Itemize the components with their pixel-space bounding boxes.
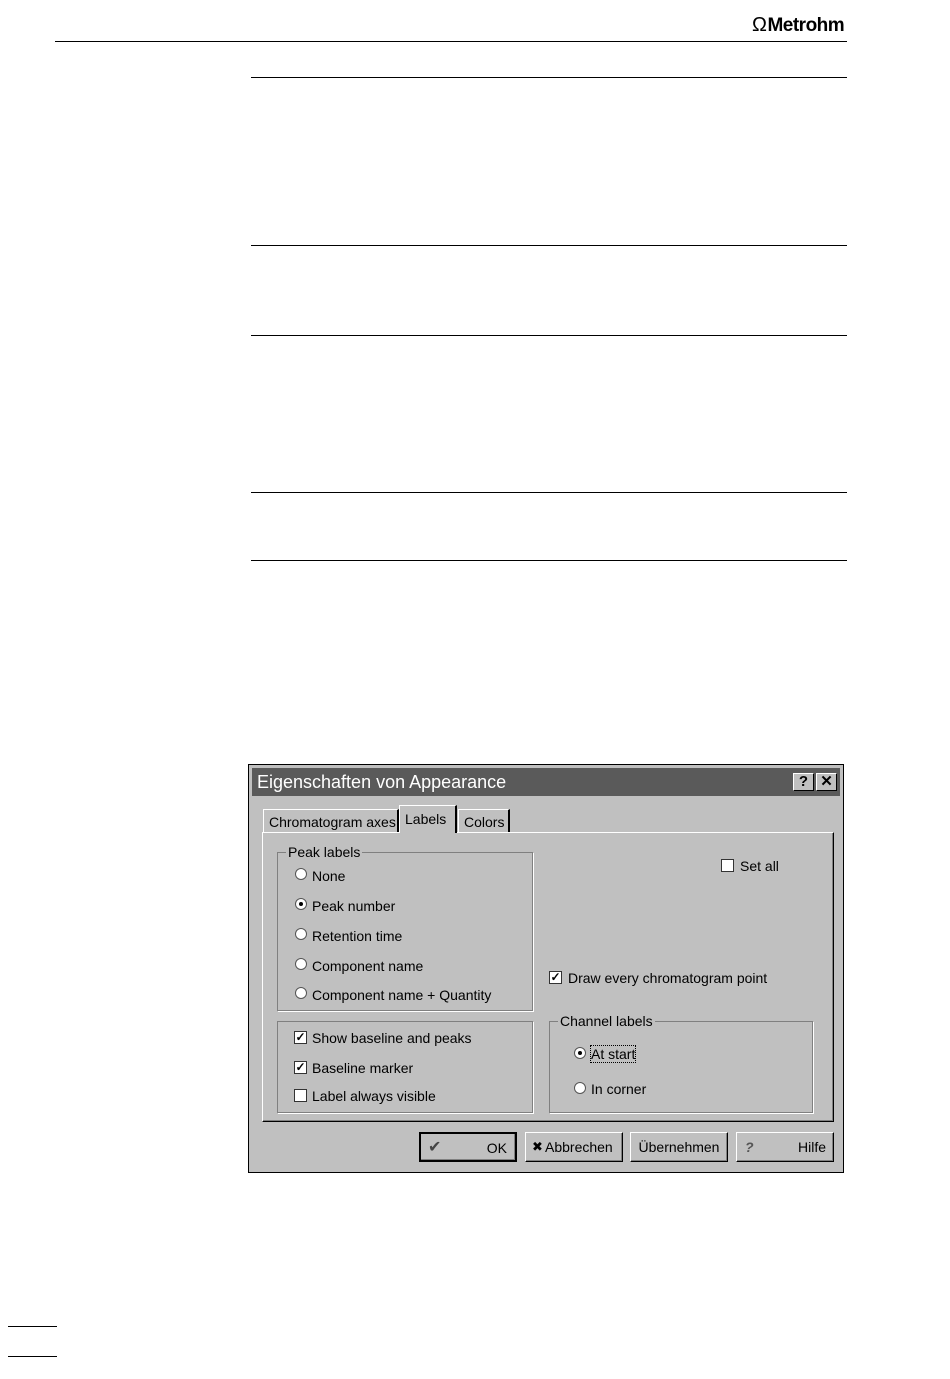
dialog-title: Eigenschaften von Appearance	[257, 772, 507, 792]
radio-component-name-quantity[interactable]	[295, 987, 307, 999]
logo-text: Metrohm	[767, 15, 845, 36]
omega-icon: Ω	[752, 14, 767, 36]
header-rule	[55, 41, 847, 42]
help-label: Hilfe	[797, 1139, 826, 1155]
radio-at-start[interactable]	[574, 1047, 586, 1059]
label-none[interactable]: None	[312, 868, 346, 884]
channel-labels-title: Channel labels	[560, 1013, 653, 1029]
cancel-label: Abbrechen	[545, 1139, 613, 1155]
help-button[interactable]	[736, 1132, 834, 1162]
label-at-start[interactable]: At start	[591, 1046, 636, 1062]
cancel-x-icon: ✖	[532, 1139, 543, 1154]
checkbox-label-visible[interactable]	[294, 1089, 307, 1102]
peak-labels-group	[277, 844, 533, 1011]
label-set-all[interactable]: Set all	[740, 858, 779, 874]
peak-labels-title: Peak labels	[288, 844, 361, 860]
checkbox-draw-every-point[interactable]: ✓	[550, 970, 561, 984]
help-question-icon: ?	[745, 1139, 754, 1155]
divider-rule-2	[251, 245, 847, 246]
channel-labels-group	[549, 1013, 813, 1113]
display-options-group	[277, 1021, 533, 1113]
ok-check-icon: ✔	[428, 1139, 442, 1156]
checkbox-set-all[interactable]	[721, 859, 734, 872]
ok-button[interactable]	[419, 1132, 517, 1162]
checkbox-baseline-marker[interactable]: ✓	[295, 1060, 306, 1074]
cancel-button[interactable]	[525, 1132, 623, 1162]
tab-labels[interactable]: Labels	[399, 805, 457, 833]
label-in-corner[interactable]: In corner	[591, 1081, 647, 1097]
radio-none[interactable]	[295, 868, 307, 880]
label-retention-time[interactable]: Retention time	[312, 928, 403, 944]
apply-label: Übernehmen	[638, 1139, 720, 1155]
properties-dialog	[248, 764, 844, 1173]
footer-mark-2	[8, 1356, 57, 1357]
footer-mark-1	[8, 1326, 57, 1327]
label-component-name-quantity[interactable]: Component name + Quantity	[312, 987, 492, 1003]
label-label-visible[interactable]: Label always visible	[312, 1088, 436, 1104]
metrohm-logo	[752, 14, 844, 37]
label-peak-number[interactable]: Peak number	[312, 898, 396, 914]
help-title-button[interactable]: ?	[793, 773, 814, 791]
radio-in-corner[interactable]	[574, 1082, 586, 1094]
radio-retention-time[interactable]	[295, 928, 307, 940]
radio-component-name[interactable]	[295, 958, 307, 970]
ok-label: OK	[486, 1140, 507, 1156]
label-show-baseline[interactable]: Show baseline and peaks	[312, 1030, 472, 1046]
title-bar[interactable]	[252, 768, 840, 796]
label-baseline-marker[interactable]: Baseline marker	[312, 1060, 414, 1076]
radio-peak-number[interactable]	[295, 898, 307, 910]
tab-colors[interactable]: Colors	[458, 809, 510, 833]
divider-rule-5	[251, 560, 847, 561]
label-draw-every-point[interactable]: Draw every chromatogram point	[568, 970, 768, 986]
labels-panel	[262, 832, 834, 1122]
label-component-name[interactable]: Component name	[312, 958, 424, 974]
divider-rule-3	[251, 335, 847, 336]
apply-button[interactable]	[630, 1132, 728, 1162]
close-button[interactable]: ✕	[816, 773, 837, 791]
checkbox-show-baseline[interactable]: ✓	[295, 1030, 306, 1044]
tab-chromatogram-axes[interactable]: Chromatogram axes	[263, 809, 399, 833]
divider-rule-4	[251, 492, 847, 493]
divider-rule-1	[251, 77, 847, 78]
